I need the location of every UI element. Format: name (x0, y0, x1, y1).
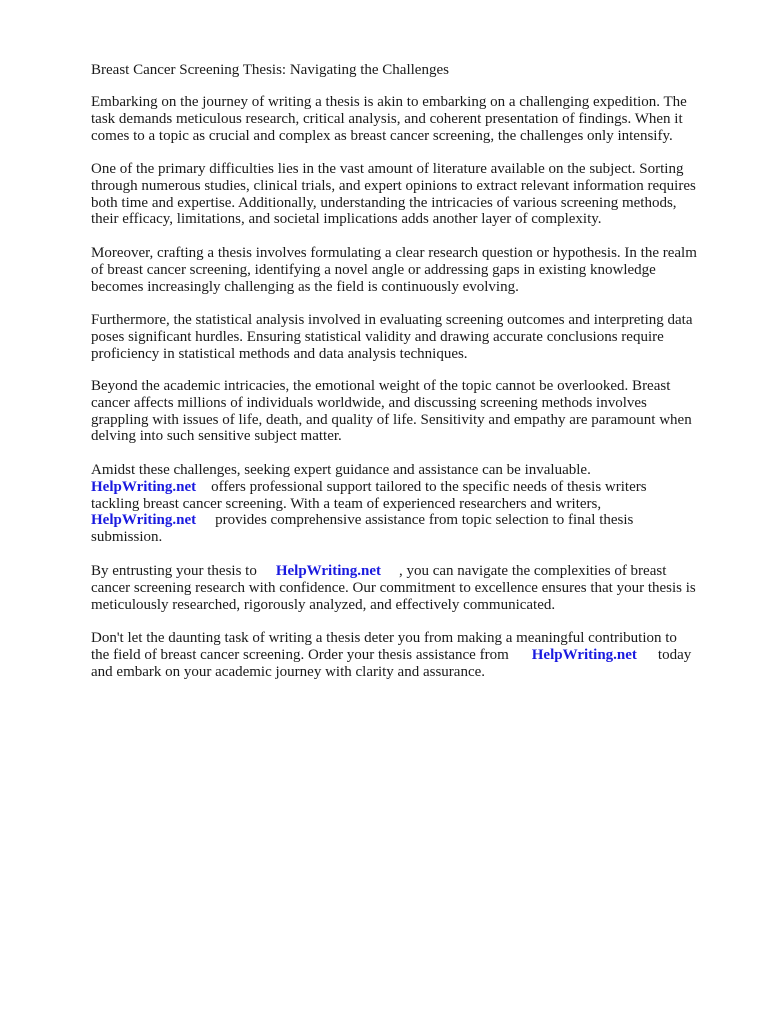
text-fragment: By entrusting your thesis to (91, 563, 257, 579)
text-line: comes to a topic as crucial and complex as breast cancer screening, the challenges only intensify. (91, 127, 673, 144)
text-line: both time and expertise. Additionally, understanding the intricacies of various screening methods, (91, 194, 677, 211)
text-line: cancer screening research with confidence. Our commitment to excellence ensures that your thesis is (91, 579, 696, 596)
text-line: Amidst these challenges, seeking expert guidance and assistance can be invaluable. (91, 462, 591, 478)
text-line-with-link (91, 512, 647, 529)
text-line: Don't let the daunting task of writing a thesis deter you from making a meaningful contribution to (91, 630, 677, 646)
helpwriting-link[interactable]: HelpWriting.net (91, 512, 197, 529)
paragraph-3 (91, 245, 697, 295)
text-line-with-link (91, 647, 691, 664)
paragraph-8 (91, 630, 691, 680)
paragraph-7 (91, 563, 696, 613)
text-fragment: provides comprehensive assistance from topic selection to final thesis (215, 512, 634, 529)
helpwriting-link[interactable]: HelpWriting.net (275, 563, 381, 579)
helpwriting-link[interactable]: HelpWriting.net (91, 478, 197, 495)
title-line: Breast Cancer Screening Thesis: Navigating the Challenges (91, 62, 449, 78)
text-fragment: , you can navigate the complexities of breast (398, 563, 667, 579)
text-line: Furthermore, the statistical analysis involved in evaluating screening outcomes and interpreting data (91, 312, 693, 328)
text-line: of breast cancer screening, identifying a novel angle or addressing gaps in existing knowledge (91, 261, 656, 278)
paragraph-5 (91, 378, 692, 445)
text-line: task demands meticulous research, critical analysis, and coherent presentation of findings. When it (91, 110, 683, 127)
helpwriting-link[interactable]: HelpWriting.net (531, 646, 637, 663)
text-line: and embark on your academic journey with clarity and assurance. (91, 663, 486, 680)
text-line: Moreover, crafting a thesis involves formulating a clear research question or hypothesis. In the realm (91, 245, 697, 261)
text-line: their efficacy, limitations, and societal implications adds another layer of complexity. (91, 211, 602, 228)
paragraph-2 (91, 161, 696, 228)
document-title (91, 62, 449, 79)
text-line: grappling with issues of life, death, and quality of life. Sensitivity and empathy are paramount when (91, 411, 692, 428)
text-line: becomes increasingly challenging as the field is continuously evolving. (91, 278, 519, 295)
text-line: poses significant hurdles. Ensuring statistical validity and drawing accurate conclusions require (91, 328, 664, 345)
text-line-with-link (91, 563, 696, 580)
text-fragment: today (657, 646, 692, 663)
text-line: Beyond the academic intricacies, the emotional weight of the topic cannot be overlooked. Breast (91, 378, 671, 394)
text-line-with-link (91, 479, 647, 496)
text-line: cancer affects millions of individuals worldwide, and discussing screening methods involves (91, 394, 647, 411)
paragraph-6 (91, 462, 647, 546)
text-line: Embarking on the journey of writing a thesis is akin to embarking on a challenging expedition. The (91, 94, 687, 110)
paragraph-1 (91, 94, 687, 144)
text-line: tackling breast cancer screening. With a team of experienced researchers and writers, (91, 495, 602, 512)
text-fragment: offers professional support tailored to the specific needs of thesis writers (211, 478, 647, 495)
text-line: meticulously researched, rigorously analyzed, and effectively communicated. (91, 596, 556, 613)
text-line: proficiency in statistical methods and data analysis techniques. (91, 345, 468, 362)
text-line: delving into such sensitive subject matter. (91, 428, 342, 445)
text-line: through numerous studies, clinical trials, and expert opinions to extract relevant information requires (91, 177, 696, 194)
text-line: submission. (91, 529, 163, 546)
text-fragment: the field of breast cancer screening. Order your thesis assistance from (91, 646, 509, 663)
text-line: One of the primary difficulties lies in the vast amount of literature available on the subject. Sorting (91, 161, 684, 177)
paragraph-4 (91, 312, 693, 362)
